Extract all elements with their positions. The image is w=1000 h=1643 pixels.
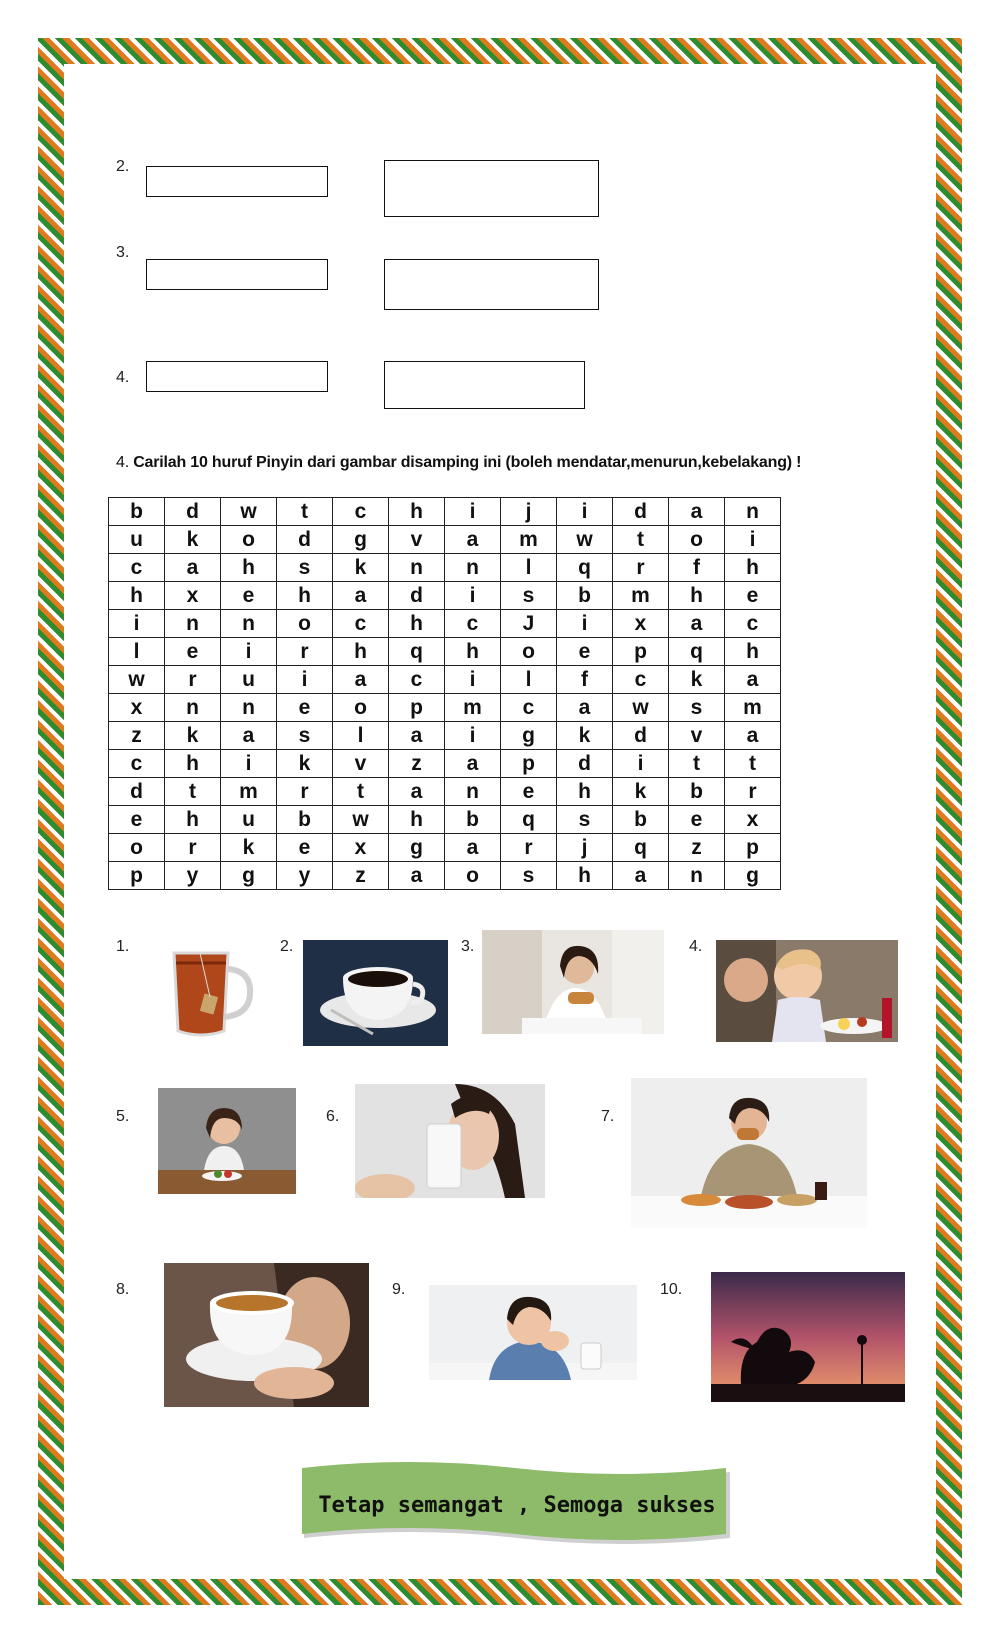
grid-letter-cell[interactable]: d xyxy=(277,526,333,554)
grid-letter-cell[interactable]: d xyxy=(109,778,165,806)
grid-letter-cell[interactable]: d xyxy=(613,722,669,750)
grid-letter-cell[interactable]: i xyxy=(221,750,277,778)
grid-row xyxy=(109,610,781,638)
grid-letter-cell[interactable]: i xyxy=(445,666,501,694)
grid-letter-cell[interactable]: d xyxy=(613,498,669,526)
grid-letter-cell[interactable]: p xyxy=(613,638,669,666)
grid-letter-cell[interactable]: s xyxy=(669,694,725,722)
grid-letter-cell[interactable]: m xyxy=(501,526,557,554)
grid-letter-cell[interactable]: i xyxy=(613,750,669,778)
picture-number: 5. xyxy=(116,1108,130,1125)
grid-letter-cell[interactable]: o xyxy=(501,638,557,666)
grid-letter-cell[interactable]: r xyxy=(165,834,221,862)
grid-letter-cell[interactable]: e xyxy=(277,694,333,722)
grid-letter-cell[interactable]: o xyxy=(445,862,501,890)
grid-letter-cell[interactable]: l xyxy=(333,722,389,750)
grid-letter-cell[interactable]: g xyxy=(725,862,781,890)
grid-letter-cell[interactable]: t xyxy=(669,750,725,778)
grid-letter-cell[interactable]: k xyxy=(165,722,221,750)
grid-letter-cell[interactable]: p xyxy=(725,834,781,862)
grid-letter-cell[interactable]: p xyxy=(389,694,445,722)
grid-letter-cell[interactable]: b xyxy=(557,582,613,610)
grid-letter-cell[interactable]: i xyxy=(445,722,501,750)
grid-letter-cell[interactable]: a xyxy=(389,862,445,890)
grid-letter-cell[interactable]: h xyxy=(165,806,221,834)
grid-letter-cell[interactable]: e xyxy=(557,638,613,666)
grid-letter-cell[interactable]: d xyxy=(165,498,221,526)
motivation-banner xyxy=(302,1462,732,1548)
grid-row xyxy=(109,554,781,582)
grid-letter-cell[interactable]: a xyxy=(669,498,725,526)
grid-row xyxy=(109,526,781,554)
grid-letter-cell[interactable]: n xyxy=(445,778,501,806)
grid-letter-cell[interactable]: o xyxy=(109,834,165,862)
grid-letter-cell[interactable]: q xyxy=(557,554,613,582)
grid-letter-cell[interactable]: h xyxy=(221,554,277,582)
grid-letter-cell[interactable]: k xyxy=(221,834,277,862)
grid-letter-cell[interactable]: g xyxy=(501,722,557,750)
grid-letter-cell[interactable]: t xyxy=(277,498,333,526)
grid-letter-cell[interactable]: h xyxy=(165,750,221,778)
grid-letter-cell[interactable]: o xyxy=(333,694,389,722)
grid-letter-cell[interactable]: g xyxy=(333,526,389,554)
grid-letter-cell[interactable]: t xyxy=(725,750,781,778)
grid-letter-cell[interactable]: r xyxy=(613,554,669,582)
hanzi-answer-box[interactable] xyxy=(384,361,585,409)
grid-letter-cell[interactable]: w xyxy=(333,806,389,834)
grid-letter-cell[interactable]: n xyxy=(165,694,221,722)
man-eating-feast-picture xyxy=(631,1078,867,1228)
sleepy-boy-picture xyxy=(429,1285,637,1380)
grid-letter-cell[interactable]: i xyxy=(109,610,165,638)
grid-letter-cell[interactable]: k xyxy=(669,666,725,694)
hanzi-answer-box[interactable] xyxy=(384,259,599,310)
grid-letter-cell[interactable]: e xyxy=(277,834,333,862)
grid-letter-cell[interactable]: q xyxy=(501,806,557,834)
hanzi-answer-box[interactable] xyxy=(384,160,599,217)
grid-letter-cell[interactable]: e xyxy=(725,582,781,610)
grid-letter-cell[interactable]: z xyxy=(333,862,389,890)
grid-letter-cell[interactable]: h xyxy=(557,862,613,890)
grid-letter-cell[interactable]: h xyxy=(389,610,445,638)
picture-number: 6. xyxy=(326,1108,340,1125)
grid-letter-cell[interactable]: a xyxy=(669,610,725,638)
grid-row xyxy=(109,722,781,750)
grid-letter-cell[interactable]: o xyxy=(669,526,725,554)
grid-letter-cell[interactable]: h xyxy=(389,806,445,834)
grid-letter-cell[interactable]: k xyxy=(165,526,221,554)
grid-letter-cell[interactable]: h xyxy=(669,582,725,610)
grid-letter-cell[interactable]: h xyxy=(333,638,389,666)
grid-letter-cell[interactable]: h xyxy=(557,778,613,806)
grid-letter-cell[interactable]: i xyxy=(277,666,333,694)
banner-text: Tetap semangat , Semoga sukses xyxy=(318,1492,716,1518)
grid-letter-cell[interactable]: k xyxy=(613,778,669,806)
grid-letter-cell[interactable]: x xyxy=(165,582,221,610)
grid-letter-cell[interactable]: m xyxy=(725,694,781,722)
grid-letter-cell[interactable]: a xyxy=(613,862,669,890)
grid-letter-cell[interactable]: a xyxy=(333,582,389,610)
grid-letter-cell[interactable]: t xyxy=(613,526,669,554)
grid-letter-cell[interactable]: w xyxy=(109,666,165,694)
coffee-cup-picture xyxy=(303,940,448,1046)
grid-letter-cell[interactable]: d xyxy=(389,582,445,610)
grid-letter-cell[interactable]: s xyxy=(501,582,557,610)
grid-letter-cell[interactable]: b xyxy=(613,806,669,834)
grid-letter-cell[interactable]: a xyxy=(445,750,501,778)
grid-letter-cell[interactable]: g xyxy=(389,834,445,862)
grid-letter-cell[interactable]: x xyxy=(613,610,669,638)
grid-letter-cell[interactable]: b xyxy=(445,806,501,834)
picture-number: 3. xyxy=(461,938,475,955)
woman-drinking-milk-picture xyxy=(355,1084,545,1198)
grid-row xyxy=(109,806,781,834)
grid-letter-cell[interactable]: x xyxy=(333,834,389,862)
grid-letter-cell[interactable]: h xyxy=(109,582,165,610)
grid-letter-cell[interactable]: e xyxy=(165,638,221,666)
grid-letter-cell[interactable]: j xyxy=(501,498,557,526)
grid-letter-cell[interactable]: r xyxy=(165,666,221,694)
grid-letter-cell[interactable]: u xyxy=(221,666,277,694)
grid-letter-cell[interactable]: u xyxy=(109,526,165,554)
grid-letter-cell[interactable]: h xyxy=(277,582,333,610)
grid-letter-cell[interactable]: e xyxy=(109,806,165,834)
grid-letter-cell[interactable]: o xyxy=(221,526,277,554)
grid-letter-cell[interactable]: r xyxy=(277,638,333,666)
grid-letter-cell[interactable]: y xyxy=(277,862,333,890)
picture-number: 10. xyxy=(660,1281,683,1298)
grid-letter-cell[interactable]: c xyxy=(109,750,165,778)
grid-letter-cell[interactable]: x xyxy=(109,694,165,722)
grid-letter-cell[interactable]: b xyxy=(109,498,165,526)
picture-number: 2. xyxy=(280,938,294,955)
grid-letter-cell[interactable]: a xyxy=(333,666,389,694)
grid-letter-cell[interactable]: q xyxy=(669,638,725,666)
grid-letter-cell[interactable]: n xyxy=(221,610,277,638)
grid-letter-cell[interactable]: m xyxy=(221,778,277,806)
grid-row xyxy=(109,498,781,526)
grid-letter-cell[interactable]: s xyxy=(277,722,333,750)
grid-letter-cell[interactable]: i xyxy=(557,610,613,638)
grid-letter-cell[interactable]: g xyxy=(221,862,277,890)
grid-letter-cell[interactable]: b xyxy=(277,806,333,834)
grid-letter-cell[interactable]: n xyxy=(669,862,725,890)
grid-letter-cell[interactable]: n xyxy=(445,554,501,582)
pinyin-answer-box[interactable] xyxy=(146,166,328,197)
grid-letter-cell[interactable]: a xyxy=(389,778,445,806)
instruction-number: 4. xyxy=(116,454,129,471)
grid-letter-cell[interactable]: t xyxy=(165,778,221,806)
grid-letter-cell[interactable]: a xyxy=(221,722,277,750)
grid-letter-cell[interactable]: e xyxy=(669,806,725,834)
rooster-sunrise-picture xyxy=(711,1272,905,1402)
grid-letter-cell[interactable]: e xyxy=(501,778,557,806)
grid-letter-cell[interactable]: c xyxy=(333,498,389,526)
grid-letter-cell[interactable]: v xyxy=(333,750,389,778)
grid-letter-cell[interactable]: w xyxy=(613,694,669,722)
grid-letter-cell[interactable]: u xyxy=(221,806,277,834)
grid-row xyxy=(109,582,781,610)
grid-row xyxy=(109,666,781,694)
grid-letter-cell[interactable]: i xyxy=(725,526,781,554)
grid-letter-cell[interactable]: y xyxy=(165,862,221,890)
grid-letter-cell[interactable]: s xyxy=(277,554,333,582)
grid-letter-cell[interactable]: a xyxy=(165,554,221,582)
word-search-grid xyxy=(108,497,781,890)
grid-row xyxy=(109,750,781,778)
grid-letter-cell[interactable]: c xyxy=(613,666,669,694)
grid-letter-cell[interactable]: c xyxy=(445,610,501,638)
grid-letter-cell[interactable]: f xyxy=(669,554,725,582)
grid-letter-cell[interactable]: f xyxy=(557,666,613,694)
woman-drinking-tea-picture xyxy=(164,1263,369,1407)
grid-letter-cell[interactable]: b xyxy=(669,778,725,806)
grid-letter-cell[interactable]: w xyxy=(557,526,613,554)
pinyin-answer-box[interactable] xyxy=(146,361,328,392)
picture-number: 4. xyxy=(689,938,703,955)
grid-letter-cell[interactable]: a xyxy=(445,526,501,554)
grid-letter-cell[interactable]: h xyxy=(389,498,445,526)
grid-letter-cell[interactable]: j xyxy=(557,834,613,862)
grid-letter-cell[interactable]: v xyxy=(389,526,445,554)
grid-letter-cell[interactable]: z xyxy=(669,834,725,862)
grid-letter-cell[interactable]: p xyxy=(501,750,557,778)
grid-letter-cell[interactable]: k xyxy=(277,750,333,778)
picture-number: 8. xyxy=(116,1281,130,1298)
answer-row-number: 3. xyxy=(116,244,130,261)
grid-row xyxy=(109,778,781,806)
grid-letter-cell[interactable]: a xyxy=(725,666,781,694)
grid-row xyxy=(109,694,781,722)
grid-letter-cell[interactable]: r xyxy=(277,778,333,806)
grid-letter-cell[interactable]: s xyxy=(501,862,557,890)
grid-letter-cell[interactable]: c xyxy=(725,610,781,638)
grid-letter-cell[interactable]: c xyxy=(109,554,165,582)
grid-letter-cell[interactable]: q xyxy=(389,638,445,666)
instruction-body: Carilah 10 huruf Pinyin dari gambar disamping ini (boleh mendatar,menurun,kebelakang) ! xyxy=(133,454,802,471)
grid-letter-cell[interactable]: i xyxy=(557,498,613,526)
grid-letter-cell[interactable]: r xyxy=(725,778,781,806)
grid-letter-cell[interactable]: h xyxy=(725,638,781,666)
picture-number: 1. xyxy=(116,938,130,955)
grid-letter-cell[interactable]: i xyxy=(445,582,501,610)
grid-letter-cell[interactable]: l xyxy=(501,554,557,582)
child-eating-picture xyxy=(716,940,898,1042)
grid-letter-cell[interactable]: k xyxy=(333,554,389,582)
pinyin-answer-box[interactable] xyxy=(146,259,328,290)
grid-letter-cell[interactable]: n xyxy=(221,694,277,722)
grid-letter-cell[interactable]: z xyxy=(109,722,165,750)
grid-letter-cell[interactable]: v xyxy=(669,722,725,750)
grid-letter-cell[interactable]: m xyxy=(445,694,501,722)
grid-letter-cell[interactable]: s xyxy=(557,806,613,834)
picture-number: 9. xyxy=(392,1281,406,1298)
grid-letter-cell[interactable]: q xyxy=(613,834,669,862)
answer-row-number: 4. xyxy=(116,369,130,386)
grid-letter-cell[interactable]: h xyxy=(725,554,781,582)
woman-eating-picture xyxy=(482,930,664,1034)
grid-letter-cell[interactable]: a xyxy=(725,722,781,750)
grid-row xyxy=(109,638,781,666)
grid-letter-cell[interactable]: z xyxy=(389,750,445,778)
grid-letter-cell[interactable]: a xyxy=(445,834,501,862)
grid-letter-cell[interactable]: p xyxy=(109,862,165,890)
grid-letter-cell[interactable]: i xyxy=(221,638,277,666)
grid-letter-cell[interactable]: k xyxy=(557,722,613,750)
answer-row-number: 2. xyxy=(116,158,130,175)
grid-letter-cell[interactable]: c xyxy=(501,694,557,722)
grid-letter-cell[interactable]: l xyxy=(109,638,165,666)
grid-letter-cell[interactable]: r xyxy=(501,834,557,862)
grid-letter-cell[interactable]: x xyxy=(725,806,781,834)
tea-glass-picture xyxy=(160,935,260,1045)
grid-letter-cell[interactable]: w xyxy=(221,498,277,526)
grid-letter-cell[interactable]: n xyxy=(725,498,781,526)
grid-letter-cell[interactable]: J xyxy=(501,610,557,638)
grid-letter-cell[interactable]: n xyxy=(389,554,445,582)
grid-letter-cell[interactable]: l xyxy=(501,666,557,694)
grid-letter-cell[interactable]: n xyxy=(165,610,221,638)
grid-letter-cell[interactable]: e xyxy=(221,582,277,610)
girl-refusing-food-picture xyxy=(158,1088,296,1194)
grid-letter-cell[interactable]: c xyxy=(389,666,445,694)
grid-letter-cell[interactable]: a xyxy=(389,722,445,750)
instruction-text xyxy=(116,454,801,472)
grid-letter-cell[interactable]: m xyxy=(613,582,669,610)
grid-row xyxy=(109,834,781,862)
grid-letter-cell[interactable]: o xyxy=(277,610,333,638)
grid-row xyxy=(109,862,781,890)
grid-letter-cell[interactable]: i xyxy=(445,498,501,526)
picture-number: 7. xyxy=(601,1108,615,1125)
grid-letter-cell[interactable]: c xyxy=(333,610,389,638)
grid-letter-cell[interactable]: a xyxy=(557,694,613,722)
grid-letter-cell[interactable]: h xyxy=(445,638,501,666)
grid-letter-cell[interactable]: t xyxy=(333,778,389,806)
grid-letter-cell[interactable]: d xyxy=(557,750,613,778)
